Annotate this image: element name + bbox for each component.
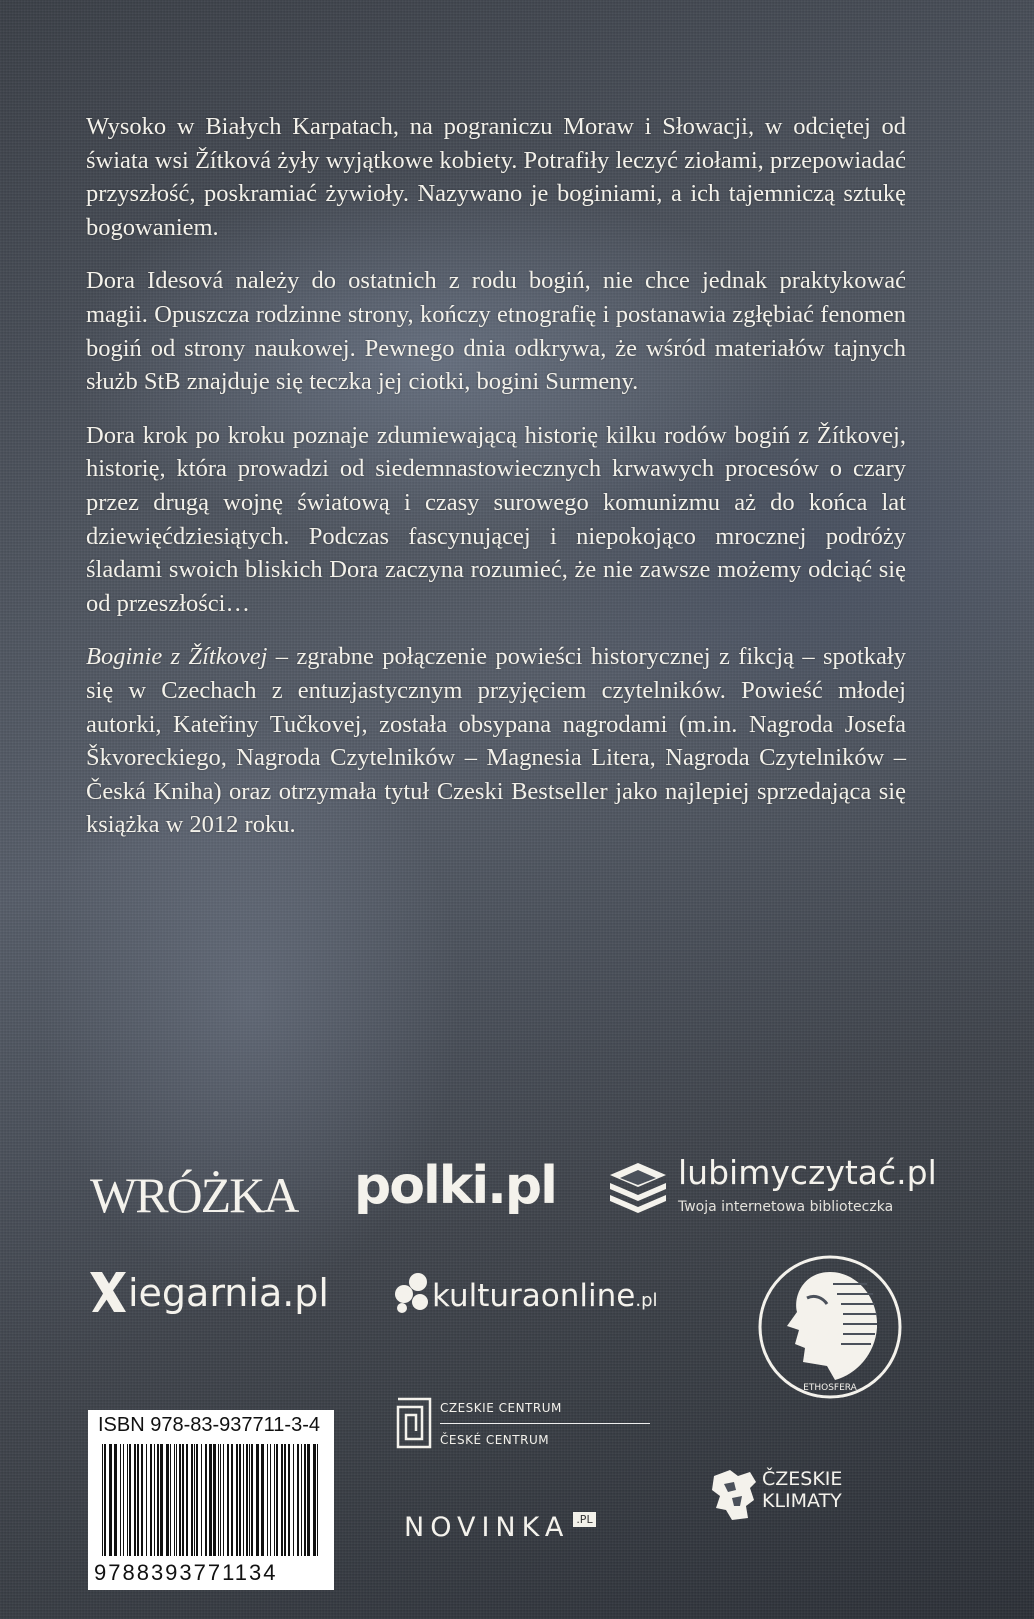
- czeskie-centrum-polish: CZESKIE CENTRUM: [440, 1401, 562, 1415]
- barcode-bar: [129, 1444, 131, 1556]
- barcode-bar: [150, 1444, 152, 1556]
- wrozka-logo: WRÓŻKA: [90, 1167, 298, 1223]
- barcode-bar: [251, 1444, 253, 1556]
- barcode-bar: [182, 1444, 184, 1556]
- czeskie-centrum-logo: [396, 1397, 562, 1454]
- ethosfera-logo: [757, 1254, 903, 1400]
- czeskie-centrum-czech: ČESKÉ CENTRUM: [440, 1433, 550, 1447]
- barcode-bar: [281, 1444, 283, 1556]
- barcode-bar: [304, 1444, 306, 1556]
- novinka-suffix: .PL: [573, 1512, 595, 1527]
- barcode-bar: [256, 1444, 259, 1556]
- barcode-bar: [176, 1444, 177, 1556]
- labyrinth-icon: [396, 1397, 432, 1449]
- book-title: Boginie z Žítkovej: [86, 643, 268, 671]
- barcode-bar: [297, 1444, 299, 1556]
- barcode-bar: [243, 1444, 244, 1556]
- kulturaonline-logo: [392, 1272, 658, 1314]
- barcode-bar: [246, 1444, 248, 1556]
- isbn-label: ISBN 978-83-937711-3-4: [98, 1414, 320, 1436]
- barcode-bar: [166, 1444, 169, 1556]
- barcode-bar: [157, 1444, 159, 1556]
- isbn-barcode-box: [88, 1410, 334, 1590]
- xiegarnia-logo: [88, 1270, 329, 1315]
- blurb-text: [86, 110, 906, 862]
- novinka-name: NOVINKA: [404, 1512, 570, 1543]
- lubimyczytac-logo: [606, 1153, 937, 1220]
- barcode: [98, 1444, 324, 1560]
- barcode-bar: [191, 1444, 193, 1556]
- barcode-bar: [276, 1444, 278, 1556]
- barcode-bar: [270, 1444, 271, 1556]
- barcode-bar: [274, 1444, 275, 1556]
- blurb-paragraph-2: Dora Idesová należy do ostatnich z rodu bogiń, nie chce jednak praktykować magii. Opuszcza rodzinne strony, kończy etnografię i postanawia zgłębiać fenomen bogiń od strony naukowej. Pewnego dnia odkrywa, że wśród materiałów tajnych służb StB znajduje się teczka jej ciotki, bogini Surmeny.: [86, 267, 906, 396]
- barcode-bar: [141, 1444, 143, 1556]
- barcode-bar: [201, 1444, 202, 1556]
- ethosfera-name: ETHOSFERA: [803, 1383, 857, 1393]
- polki-logo: polki.pl: [354, 1156, 556, 1216]
- lubimyczytac-name: lubimyczytać.pl: [678, 1153, 937, 1192]
- xiegarnia-name: iegarnia.pl: [128, 1271, 329, 1315]
- barcode-bar: [123, 1444, 124, 1556]
- blurb-paragraph-3: Dora krok po kroku poznaje zdumiewającą historię kilku rodów bogiń z Žítkovej, historię, która prowadzi od siedemnastowiecznych krwawych procesów o czary przez drugą wojnę światową i czasy surowego komunizmu aż do końca lat dziewięćdziesiątych. Podczas fascynującej i niepokojąco mrocznej podróży śladami swoich bliskich Dora zaczyna rozumieć, że nie zawsze możemy odciąć się od przeszłości…: [86, 421, 906, 617]
- czeskie-klimaty-name: ČZESKIE KLIMATY: [762, 1468, 843, 1512]
- blurb-paragraph-4: [86, 640, 906, 842]
- barcode-bar: [160, 1444, 163, 1556]
- barcode-bar: [114, 1444, 117, 1556]
- novinka-logo: [404, 1512, 596, 1543]
- barcode-bar: [134, 1444, 136, 1556]
- barcode-bar: [209, 1444, 212, 1556]
- barcode-bar: [194, 1444, 195, 1556]
- barcode-bar: [307, 1444, 310, 1556]
- barcode-bar: [301, 1444, 302, 1556]
- barcode-bar: [284, 1444, 286, 1556]
- barcode-bar: [196, 1444, 198, 1556]
- barcode-bar: [261, 1444, 264, 1556]
- barcode-bar: [137, 1444, 139, 1556]
- ethosfera-face-icon: [757, 1254, 903, 1400]
- barcode-bar: [218, 1444, 219, 1556]
- barcode-bar: [104, 1444, 106, 1556]
- barcode-bar: [317, 1444, 318, 1556]
- barcode-bar: [154, 1444, 155, 1556]
- castle-head-icon: [710, 1466, 760, 1522]
- isbn-number: 9788393771134: [94, 1560, 278, 1585]
- barcode-bar: [205, 1444, 207, 1556]
- barcode-bar: [102, 1444, 103, 1556]
- czeskie-klimaty-logo: [710, 1466, 843, 1527]
- kulturaonline-suffix: .pl: [635, 1290, 658, 1311]
- barcode-bar: [231, 1444, 233, 1556]
- czeskie-centrum-divider: [440, 1423, 650, 1424]
- barcode-bar: [239, 1444, 241, 1556]
- bubbles-icon: [392, 1272, 432, 1314]
- barcode-bar: [120, 1444, 121, 1556]
- barcode-bar: [109, 1444, 112, 1556]
- blurb-paragraph-4-rest: – zgrabne połączenie powieści historycznej z fikcją – spotkały się w Czechach z entuzjastycznym przyjęciem czytelników. Powieść młodej autorki, Kateřiny Tučkovej, została obsypana nagrodami (m.in. Nagroda Josefa Škvoreckiego, Nagroda Czytelników – Magnesia Litera, Nagroda Czytelników – Česká Kniha) oraz otrzymała tytuł Czeski Bestseller jako najlepiej sprzedająca się książka w 2012 roku.: [86, 643, 906, 839]
- barcode-bar: [223, 1444, 224, 1556]
- lubimyczytac-tagline: Twoja internetowa biblioteczka: [678, 1199, 894, 1215]
- barcode-bar: [249, 1444, 250, 1556]
- barcode-bar: [293, 1444, 294, 1556]
- barcode-bar: [186, 1444, 188, 1556]
- barcode-bar: [146, 1444, 147, 1556]
- barcode-bar: [174, 1444, 175, 1556]
- barcode-bar: [288, 1444, 290, 1556]
- barcode-bar: [313, 1444, 316, 1556]
- barcode-bar: [213, 1444, 216, 1556]
- kulturaonline-name: kulturaonline: [432, 1278, 636, 1314]
- barcode-bar: [267, 1444, 268, 1556]
- x-mark-icon: [88, 1270, 128, 1314]
- barcode-bar: [127, 1444, 128, 1556]
- blurb-paragraph-1: Wysoko w Białych Karpatach, na pograniczu Moraw i Słowacji, w odciętej od świata wsi Žítková żyły wyjątkowe kobiety. Potrafiły leczyć ziołami, przepowiadać przyszłość, poskramiać żywioły. Nazywano je boginiami, a ich tajemniczą sztukę bogowaniem.: [86, 113, 906, 241]
- barcode-bar: [170, 1444, 171, 1556]
- barcode-bar: [227, 1444, 229, 1556]
- barcode-bar: [179, 1444, 181, 1556]
- barcode-bar: [220, 1444, 221, 1556]
- books-icon: [606, 1157, 670, 1215]
- barcode-bar: [236, 1444, 238, 1556]
